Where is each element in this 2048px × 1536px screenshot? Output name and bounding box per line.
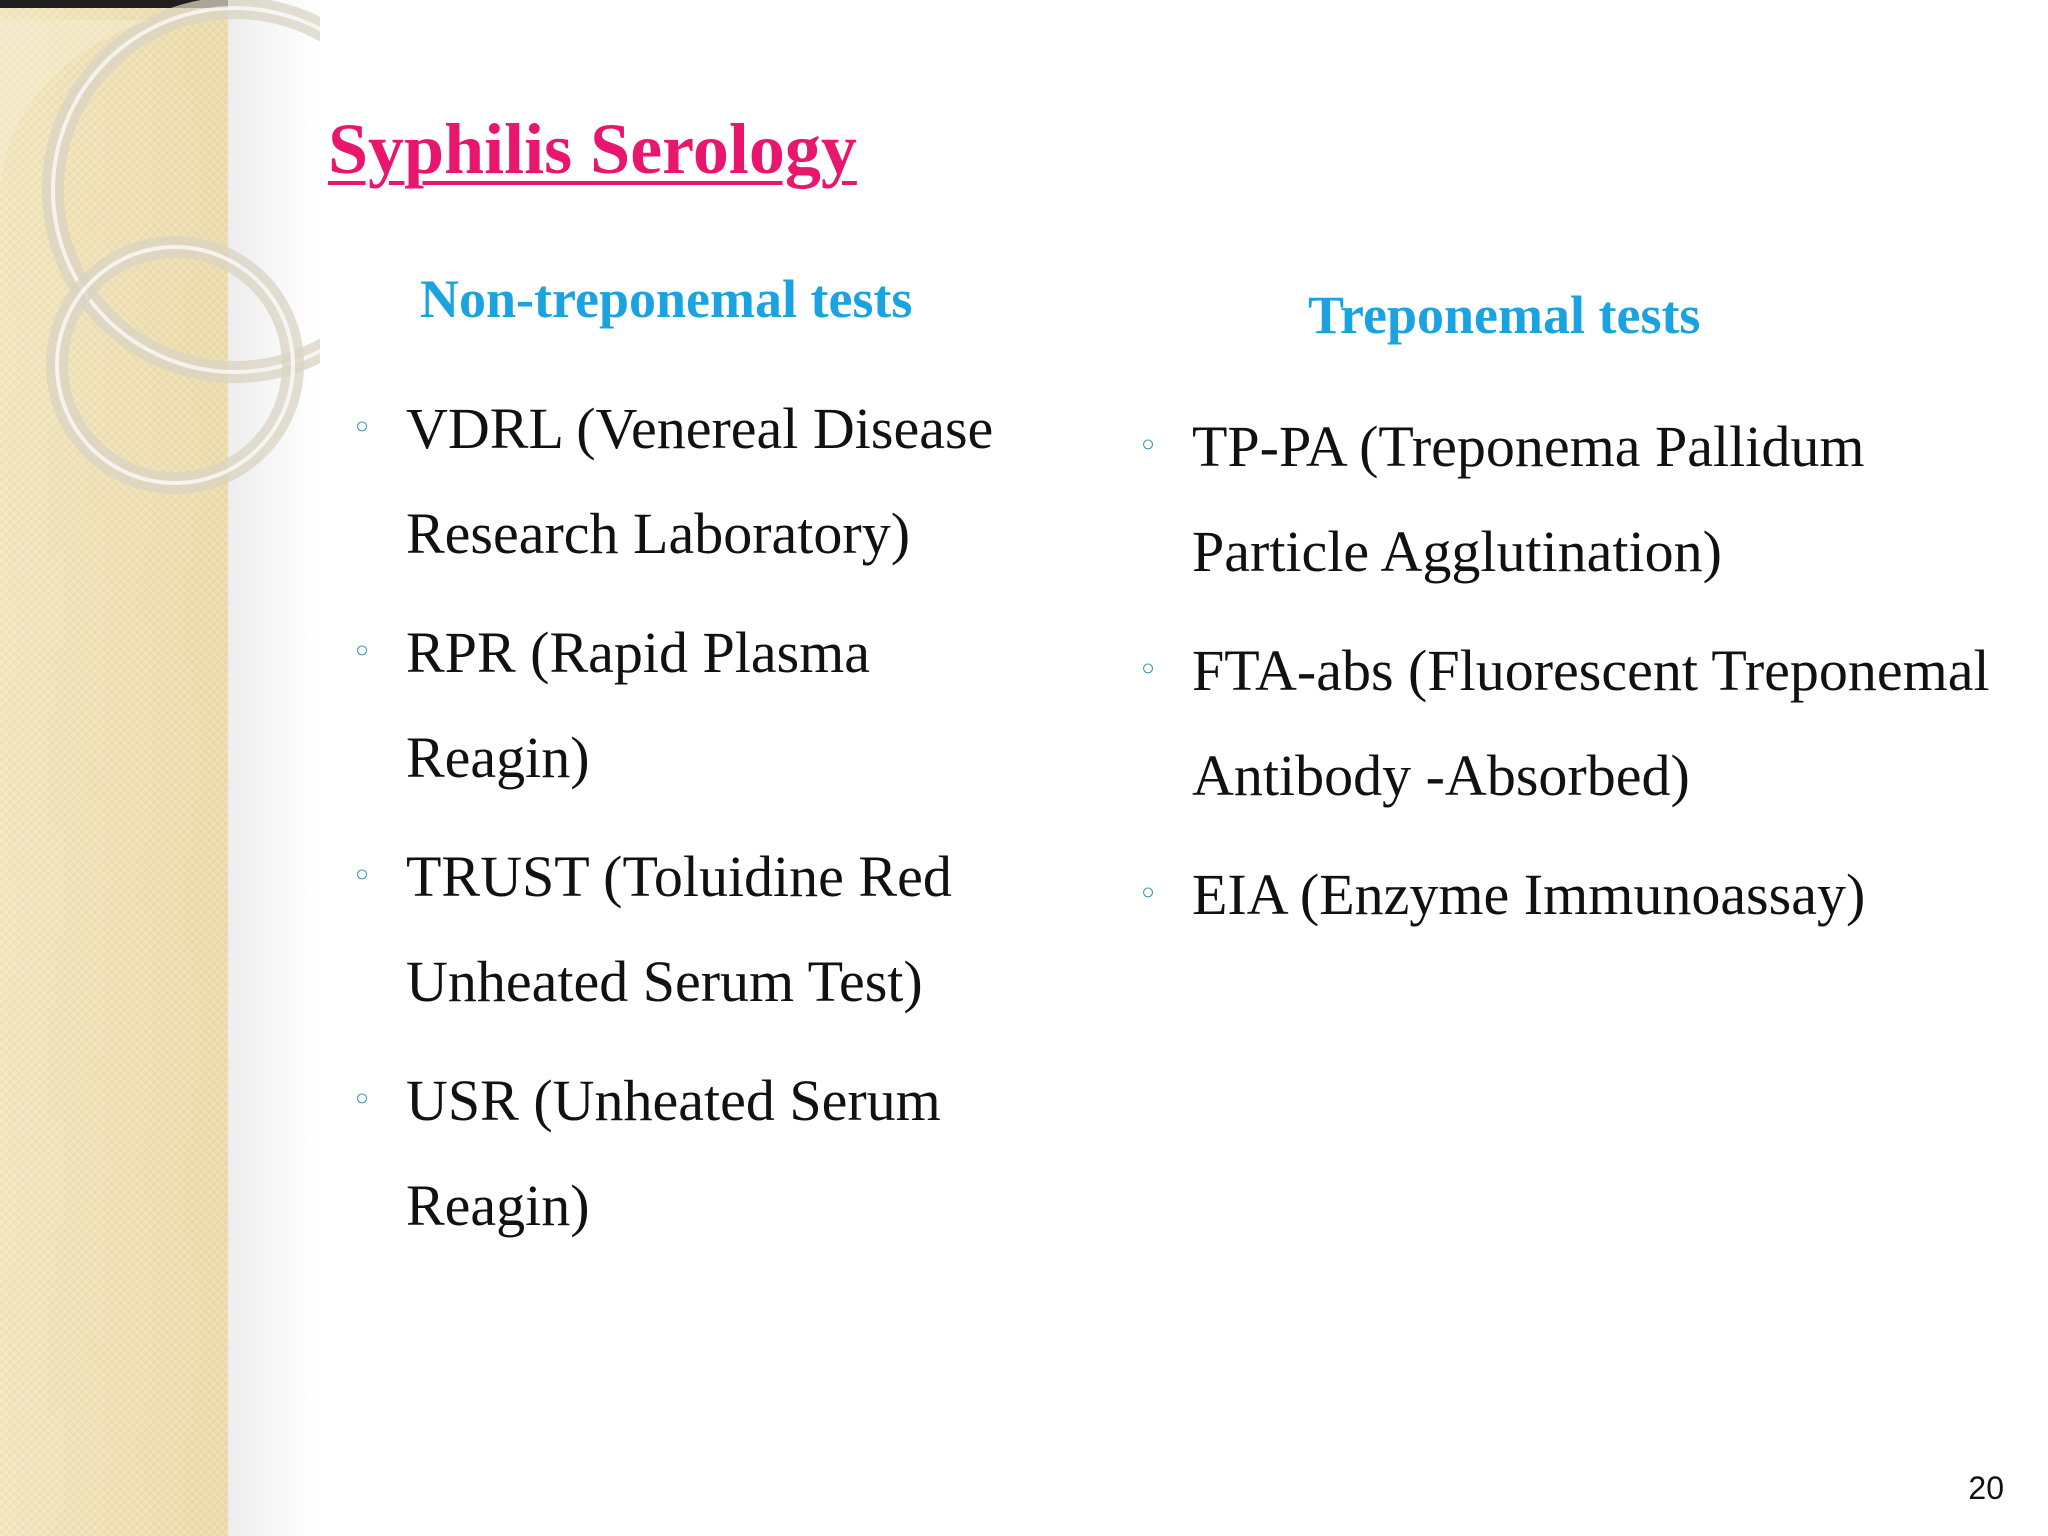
test-name: FTA-abs (Fluorescent Treponemal Antibody -Absorbed): [1192, 638, 1990, 808]
side-strip-shadow: [228, 0, 320, 1536]
non-treponemal-heading: Non-treponemal tests: [420, 269, 913, 329]
hollow-circle-bullet-icon: ◦: [1138, 874, 1159, 914]
top-corner-bar: [0, 0, 228, 8]
hollow-circle-bullet-icon: ◦: [352, 856, 373, 896]
test-name: VDRL (Venereal Disease Research Laboratory): [406, 396, 994, 566]
list-item: [352, 824, 1052, 1034]
non-treponemal-test-list: [352, 376, 1052, 1272]
list-item: [352, 600, 1052, 810]
hollow-circle-bullet-icon: ◦: [1138, 426, 1159, 466]
hollow-circle-bullet-icon: ◦: [1138, 650, 1159, 690]
hollow-circle-bullet-icon: ◦: [352, 1080, 373, 1120]
page-number: 20: [1968, 1470, 2004, 1506]
test-name: TP-PA (Treponema Pallidum Particle Agglutination): [1192, 414, 1865, 584]
test-name: TRUST (Toluidine Red Unheated Serum Test): [406, 844, 952, 1014]
test-name: EIA (Enzyme Immunoassay): [1192, 862, 1866, 927]
treponemal-test-list: [1138, 394, 2018, 961]
list-item: [1138, 618, 2018, 828]
treponemal-heading: Treponemal tests: [1308, 285, 1701, 345]
test-name: RPR (Rapid Plasma Reagin): [406, 620, 871, 790]
list-item: [1138, 842, 2018, 947]
hollow-circle-bullet-icon: ◦: [352, 632, 373, 672]
list-item: [1138, 394, 2018, 604]
decorative-side-strip: [0, 0, 228, 1536]
test-name: USR (Unheated Serum Reagin): [406, 1068, 941, 1238]
list-item: [352, 376, 1052, 586]
slide-title: Syphilis Serology: [328, 109, 857, 189]
hollow-circle-bullet-icon: ◦: [352, 408, 373, 448]
list-item: [352, 1048, 1052, 1258]
